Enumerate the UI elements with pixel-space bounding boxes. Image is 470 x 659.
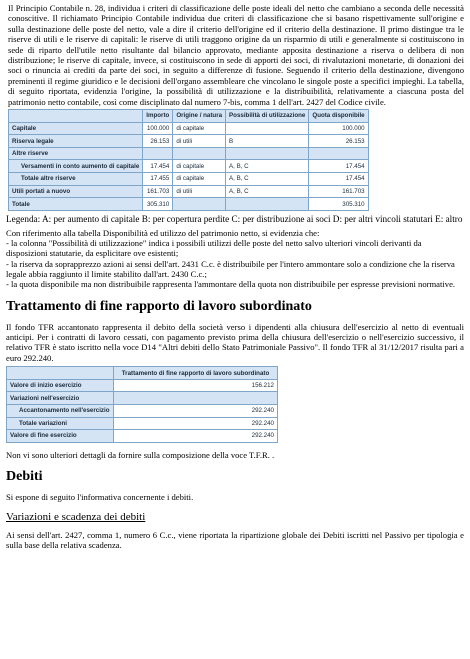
cell-empty: [143, 147, 173, 160]
legend-text: Legenda: A: per aumento di capitale B: per copertura perdite C: per distribuzione ai soci D: per altri vincoli statutari E: altro: [6, 213, 463, 224]
row-label: Utili portati a nuovo: [9, 185, 143, 198]
header-origine: Origine / natura: [173, 110, 226, 123]
row-label: Totale altre riserve: [9, 173, 143, 186]
cell-value: 156.212: [114, 379, 278, 392]
debiti-paragraph: Si espone di seguito l'informativa concernente i debiti.: [6, 492, 194, 503]
intro-paragraph: Il Principio Contabile n. 28, individua i criteri di classificazione delle poste ideali del netto che cambiano a seconda delle necessità conoscitive. Il richiamato Principio Contabile individua due criteri di classificazione che si basano rispettivamente sull'origine e sulla destinazione delle poste del netto, vale a dire il criterio dell'origine ed il criterio della destinazione. Il primo distingue tra le riserve di utili e le riserve di capitali: le riserve di utili traggono origine da un risparmio di utili e generalmente si costituiscono in sede di riparto dell'utile netto risultante dal bilancio approvato, mediante apposita destinazione a riserva o delibera di non distribuzione; le riserve di capitale, invece, si costituiscono in sede di apporti dei soci, di rivalutazioni monetarie, di donazioni dei soci o rinuncia ai crediti da parte dei soci, in seguito a differenze di fusione. Seguendo il criterio della destinazione, divengono preminenti il regime giuridico e le decisioni dell'organo assembleare che vincolano le singole poste a specifici impieghi. La tabella, di seguito riportata, evidenzia l'origine, la possibilità di utilizzazione e la distribuibilità, relativamente a ciascuna posta del patrimonio netto contabile, così come disciplinato dal numero 7-bis, comma 1 dell'art. 2427 del Codice civile.: [8, 3, 464, 107]
note-line: - la riserva da soprapprezzo azioni ai sensi dell'art. 2431 C.c. è distribuibile per l'intero ammontare solo a condizione che la riserva legale abbia raggiunto il limite stabilito dall'art. 2430 C.c.;: [6, 258, 455, 279]
header-quota: Quota disponibile: [309, 110, 368, 123]
cell-origine: di utili: [173, 185, 226, 198]
table-header-row: [7, 367, 278, 380]
cell-possibilita: [226, 122, 309, 135]
cell-empty: [173, 147, 226, 160]
cell-quota: 161.703: [309, 185, 368, 198]
row-label: Totale variazioni: [7, 417, 114, 430]
row-label: Totale: [9, 198, 143, 211]
cell-origine: di capitale: [173, 160, 226, 173]
header-possibilita: Possibilità di utilizzazione: [226, 110, 309, 123]
row-label: Accantonamento nell'esercizio: [7, 405, 114, 418]
cell-possibilita: B: [226, 135, 309, 148]
cell-importo: 26.153: [143, 135, 173, 148]
tfr-paragraph: Il fondo TFR accantonato rappresenta il debito della società verso i dipendenti alla chiusura dell'esercizio al netto di eventuali anticipi. Per i contratti di lavoro cessati, con pagamento previsto prima della chiusura dell'esercizio o nell'esercizio successivo, il relativo TFR è stato iscritto nella voce D14 "Altri debiti dello Stato Patrimoniale Passivo". Il fondo TFR al 31/12/2017 risulta pari a euro 292.240.: [6, 321, 464, 363]
cell-quota: 100.000: [309, 122, 368, 135]
patrimonio-netto-table: [8, 109, 369, 211]
table-row: [7, 392, 278, 405]
debiti-paragraph-2: Ai sensi dell'art. 2427, comma 1, numero 6 C.c., viene riportata la ripartizione globale dei Debiti iscritti nel Passivo per tipologia e sulla base della relativa scadenza.: [6, 529, 464, 550]
header-tfr: Trattamento di fine rapporto di lavoro subordinato: [114, 367, 278, 380]
cell-origine: di utili: [173, 135, 226, 148]
cell-value: 292.240: [114, 405, 278, 418]
section-title-tfr: Trattamento di fine rapporto di lavoro subordinato: [6, 298, 312, 314]
row-label: Riserva legale: [9, 135, 143, 148]
cell-importo: 161.703: [143, 185, 173, 198]
cell-possibilita: A, B, C: [226, 160, 309, 173]
cell-importo: 100.000: [143, 122, 173, 135]
cell-empty: [173, 198, 226, 211]
tfr-after-paragraph: Non vi sono ulteriori dettagli da fornire sulla composizione della voce T.F.R. .: [6, 449, 275, 460]
cell-importo: 17.454: [143, 160, 173, 173]
table-header-row: [9, 110, 369, 123]
cell-possibilita: A, B, C: [226, 185, 309, 198]
cell-empty: [226, 147, 309, 160]
cell-value: 292.240: [114, 430, 278, 443]
cell-quota: 305.310: [309, 198, 368, 211]
cell-quota: 26.153: [309, 135, 368, 148]
cell-origine: di capitale: [173, 122, 226, 135]
cell-value: [114, 392, 278, 405]
table-row: [9, 122, 369, 135]
cell-origine: di capitale: [173, 173, 226, 186]
cell-empty: [309, 147, 368, 160]
cell-empty: [226, 198, 309, 211]
cell-value: 292.240: [114, 417, 278, 430]
row-label: Versamenti in conto aumento di capitale: [9, 160, 143, 173]
table-row: [9, 185, 369, 198]
row-label: Valore di inizio esercizio: [7, 379, 114, 392]
header-importo: Importo: [143, 110, 173, 123]
cell-possibilita: A, B, C: [226, 173, 309, 186]
tfr-table: [6, 366, 278, 443]
cell-importo: 17.455: [143, 173, 173, 186]
row-label: Capitale: [9, 122, 143, 135]
cell-quota: 17.454: [309, 173, 368, 186]
table-header-corner: [9, 110, 143, 123]
row-label: Variazioni nell'esercizio: [7, 392, 114, 405]
table-row: [7, 417, 278, 430]
row-label: Altre riserve: [9, 147, 143, 160]
table-header-corner: [7, 367, 114, 380]
cell-quota: 17.454: [309, 160, 368, 173]
table-row: [9, 135, 369, 148]
table-row: [7, 430, 278, 443]
note-line: - la quota disponibile ma non distribuibile rappresenta l'ammontare della quota non distribuibile per espresse previsioni normative.: [6, 279, 456, 290]
table-row: [9, 147, 369, 160]
table-row: [9, 173, 369, 186]
note-line: - la colonna "Possibilità di utilizzazione" indica i possibili utilizzi delle poste del netto salvo ulteriori vincoli derivanti da disposizioni statutarie, da esplicitare ove esistenti;: [6, 238, 422, 259]
table-row: [9, 160, 369, 173]
notes-block: [6, 228, 464, 290]
cell-importo: 305.310: [143, 198, 173, 211]
subsection-title: Variazioni e scadenza dei debiti: [6, 510, 146, 523]
row-label: Valore di fine esercizio: [7, 430, 114, 443]
table-row-total: [9, 198, 369, 211]
table-row: [7, 405, 278, 418]
note-line: Con riferimento alla tabella Disponibilità ed utilizzo del patrimonio netto, si evidenzia che:: [6, 227, 320, 238]
section-title-debiti: Debiti: [6, 469, 43, 485]
table-row: [7, 379, 278, 392]
